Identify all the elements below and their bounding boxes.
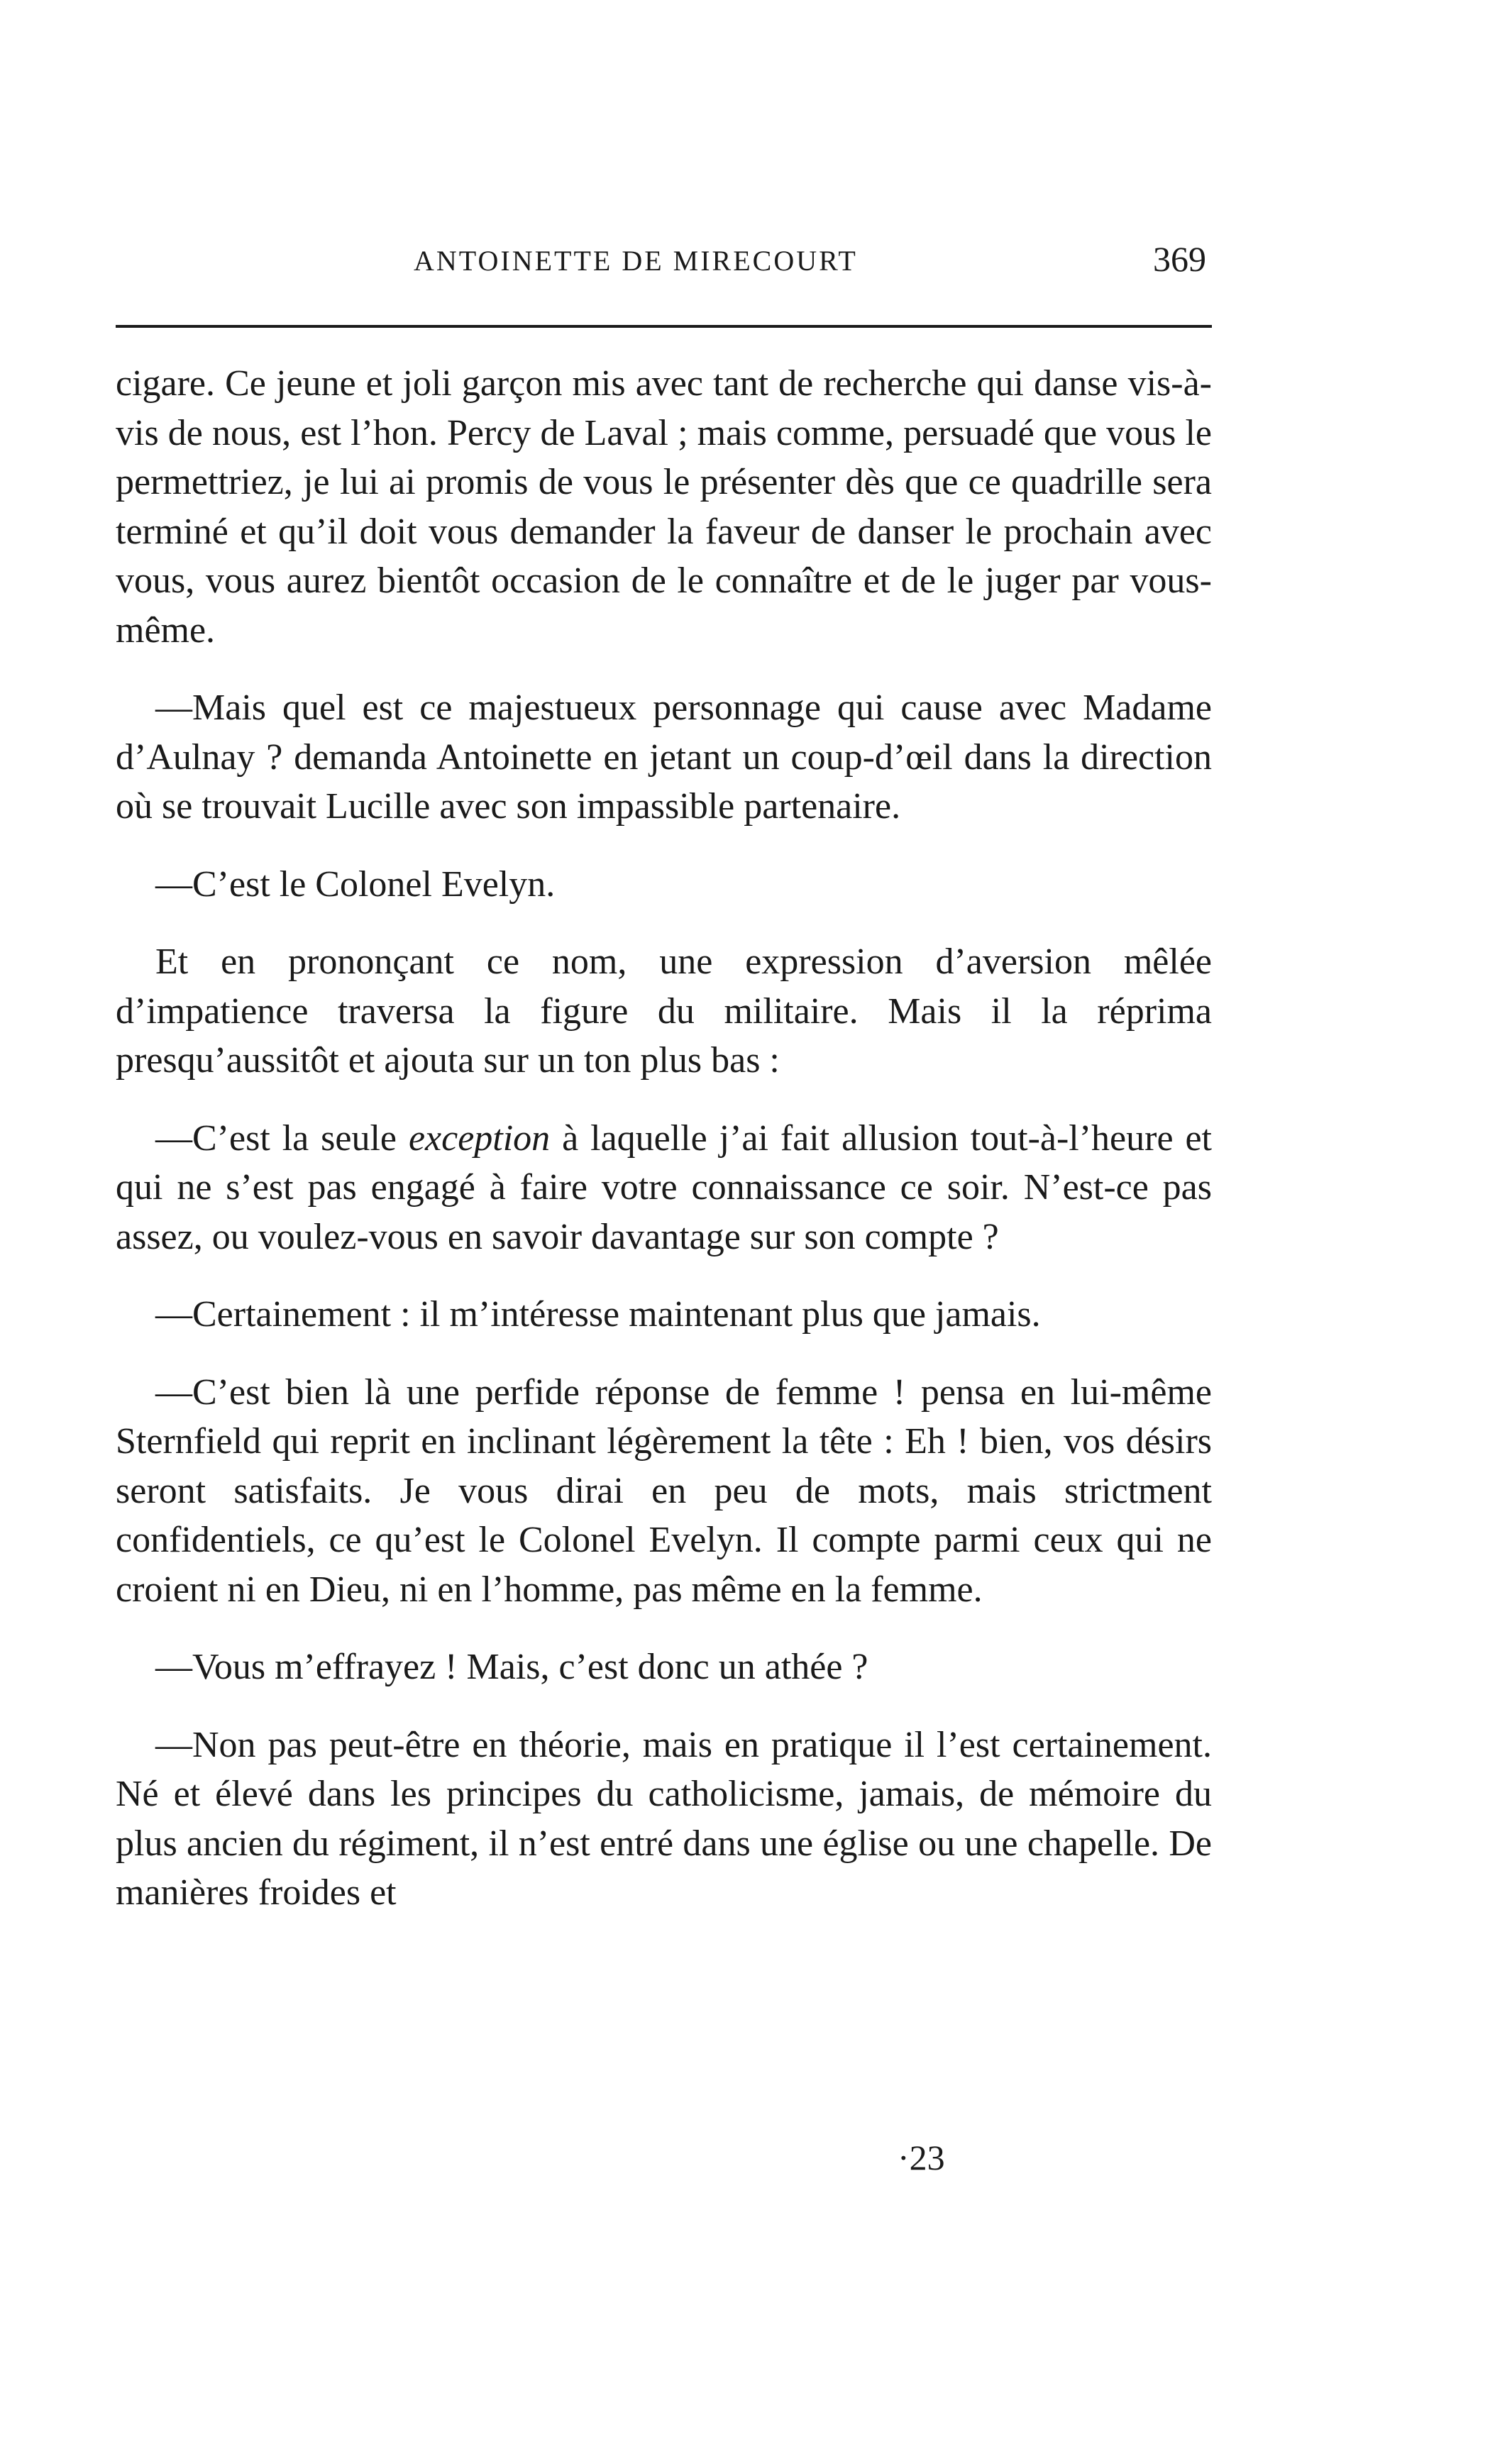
running-head <box>116 234 1212 291</box>
paragraph: cigare. Ce jeune et joli garçon mis avec tant de recherche qui danse vis-à-vis de nous, est l’hon. Percy de Laval ; mais comme, persuadé que vous le permettriez, je lui ai promis de vous le présenter dès que ce quadrille sera terminé et qu’il doit vous demander la faveur de danser le prochain avec vous, vous aurez bientôt occasion de le connaître et de le juger par vous-même. <box>116 363 1212 651</box>
book-page <box>116 234 1213 1913</box>
paragraph-with-emphasis <box>116 1114 1212 1262</box>
paragraph: —Non pas peut-être en théorie, mais en pratique il l’est certainement. Né et élevé dans les principes du catholicisme, jamais, de mémoire du plus ancien du régiment, il n’est entré dans une église ou une chapelle. De manières froides et <box>116 1724 1212 1913</box>
paragraph: —Vous m’effrayez ! Mais, c’est donc un athée ? <box>155 1647 868 1687</box>
paragraph: —C’est le Colonel Evelyn. <box>155 863 556 905</box>
paragraph: —Certainement : il m’intéresse maintenant plus que jamais. <box>155 1294 1041 1335</box>
signature-mark: ·23 <box>898 2138 945 2177</box>
paragraph: Et en prononçant ce nom, une expression d’aversion mêlée d’impatience traversa la figure du militaire. Mais il la réprima presqu’aussitôt et ajouta sur un ton plus bas : <box>116 941 1212 1081</box>
header-rule <box>116 325 1212 328</box>
running-title: ANTOINETTE DE MIRECOURT <box>414 245 858 277</box>
emphasis-word: exception <box>408 1117 551 1159</box>
paragraph-part: à laquelle j’ai fait allusion tout-à-l’heure et qui ne s’est pas engagé à faire votre connaissance ce soir. N’est-ce pas assez, ou voulez-vous en savoir davantage sur son compte ? <box>116 1117 1213 1257</box>
paragraph: —Mais quel est ce majestueux personnage qui cause avec Madame d’Aulnay ? demanda Antoinette en jetant un coup-d’œil dans la direction où se trouvait Lucille avec son impassible partenaire. <box>116 687 1212 827</box>
paragraph-part: —C’est la seule <box>155 1117 409 1159</box>
body-text <box>116 359 1212 1946</box>
page-number: 369 <box>1153 239 1206 279</box>
paragraph: —C’est bien là une perfide réponse de femme ! pensa en lui-même Sternfield qui reprit en inclinant légèrement la tête : Eh ! bien, vos désirs seront satisfaits. Je vous dirai en peu de mots, mais strictment confidentiels, ce qu’est le Colonel Evelyn. Il compte parmi ceux qui ne croient ni en Dieu, ni en l’homme, pas même en la femme. <box>116 1371 1212 1610</box>
